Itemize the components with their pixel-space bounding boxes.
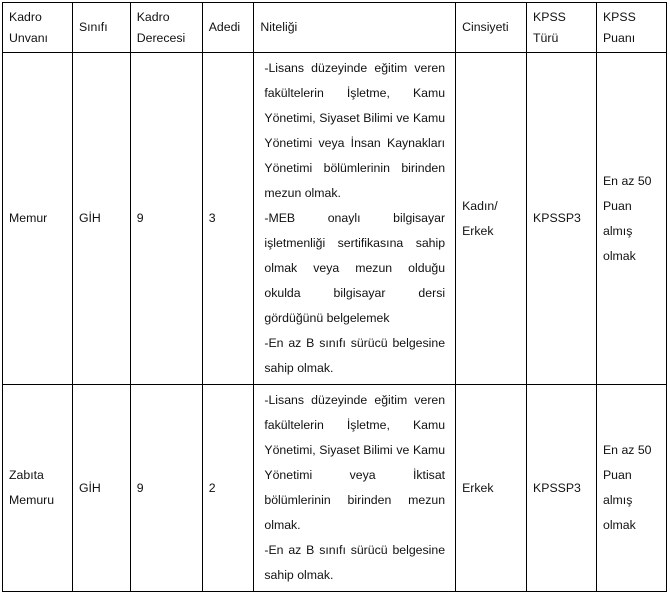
header-cinsiyeti: Cinsiyeti — [456, 3, 527, 53]
cell-kadro-derecesi: 9 — [130, 53, 202, 385]
header-kpss-turu: KPSS Türü — [527, 3, 597, 53]
cell-cinsiyeti: Erkek — [456, 385, 527, 592]
cell-kpss-puani: En az 50 Puan almış olmak — [596, 53, 666, 385]
header-sinifi: Sınıfı — [72, 3, 130, 53]
table-row — [3, 385, 667, 592]
cell-kpss-turu: KPSSP3 — [527, 53, 597, 385]
cell-sinifi: GİH — [72, 53, 130, 385]
kadro-table — [2, 2, 667, 592]
nitelik-item: -En az B sınıfı sürücü belgesine sahip olmak. — [264, 336, 446, 375]
header-kpss-puani: KPSS Puanı — [596, 3, 666, 53]
cell-adedi: 3 — [202, 53, 254, 385]
cell-kpss-puani: En az 50 Puan almış olmak — [596, 385, 666, 592]
header-adedi: Adedi — [202, 3, 254, 53]
cell-niteligi — [254, 53, 456, 385]
cell-kpss-turu: KPSSP3 — [527, 385, 597, 592]
cell-cinsiyeti: Kadın/ Erkek — [456, 53, 527, 385]
cell-kadro-derecesi: 9 — [130, 385, 202, 592]
header-niteligi: Niteliği — [254, 3, 456, 53]
nitelik-item: -Lisans düzeyinde eğitim veren fakültelerin İşletme, Kamu Yönetimi, Siyaset Bilimi ve Kamu Yönetimi veya İnsan Kaynakları Yönetimi bölümlerinin birinden mezun olmak. — [264, 61, 446, 200]
cell-adedi: 2 — [202, 385, 254, 592]
cell-niteligi — [254, 385, 456, 592]
header-kadro-derecesi: Kadro Derecesi — [130, 3, 202, 53]
nitelik-item: -MEB onaylı bilgisayar işletmenliği sertifikasına sahip olmak veya mezun olduğu okulda bilgisayar dersi gördüğünü belgelemek — [264, 211, 446, 325]
cell-kadro-unvani: Zabıta Memuru — [3, 385, 73, 592]
header-row — [3, 3, 667, 53]
header-kadro-unvani: Kadro Unvanı — [3, 3, 73, 53]
nitelik-item: -Lisans düzeyinde eğitim veren fakültelerin İşletme, Kamu Yönetimi, Siyaset Bilimi ve Kamu Yönetimi veya İktisat bölümlerinin birinden mezun olmak. — [264, 393, 446, 532]
cell-sinifi: GİH — [72, 385, 130, 592]
cell-kadro-unvani: Memur — [3, 53, 73, 385]
nitelik-item: -En az B sınıfı sürücü belgesine sahip olmak. — [264, 543, 446, 582]
table-row — [3, 53, 667, 385]
